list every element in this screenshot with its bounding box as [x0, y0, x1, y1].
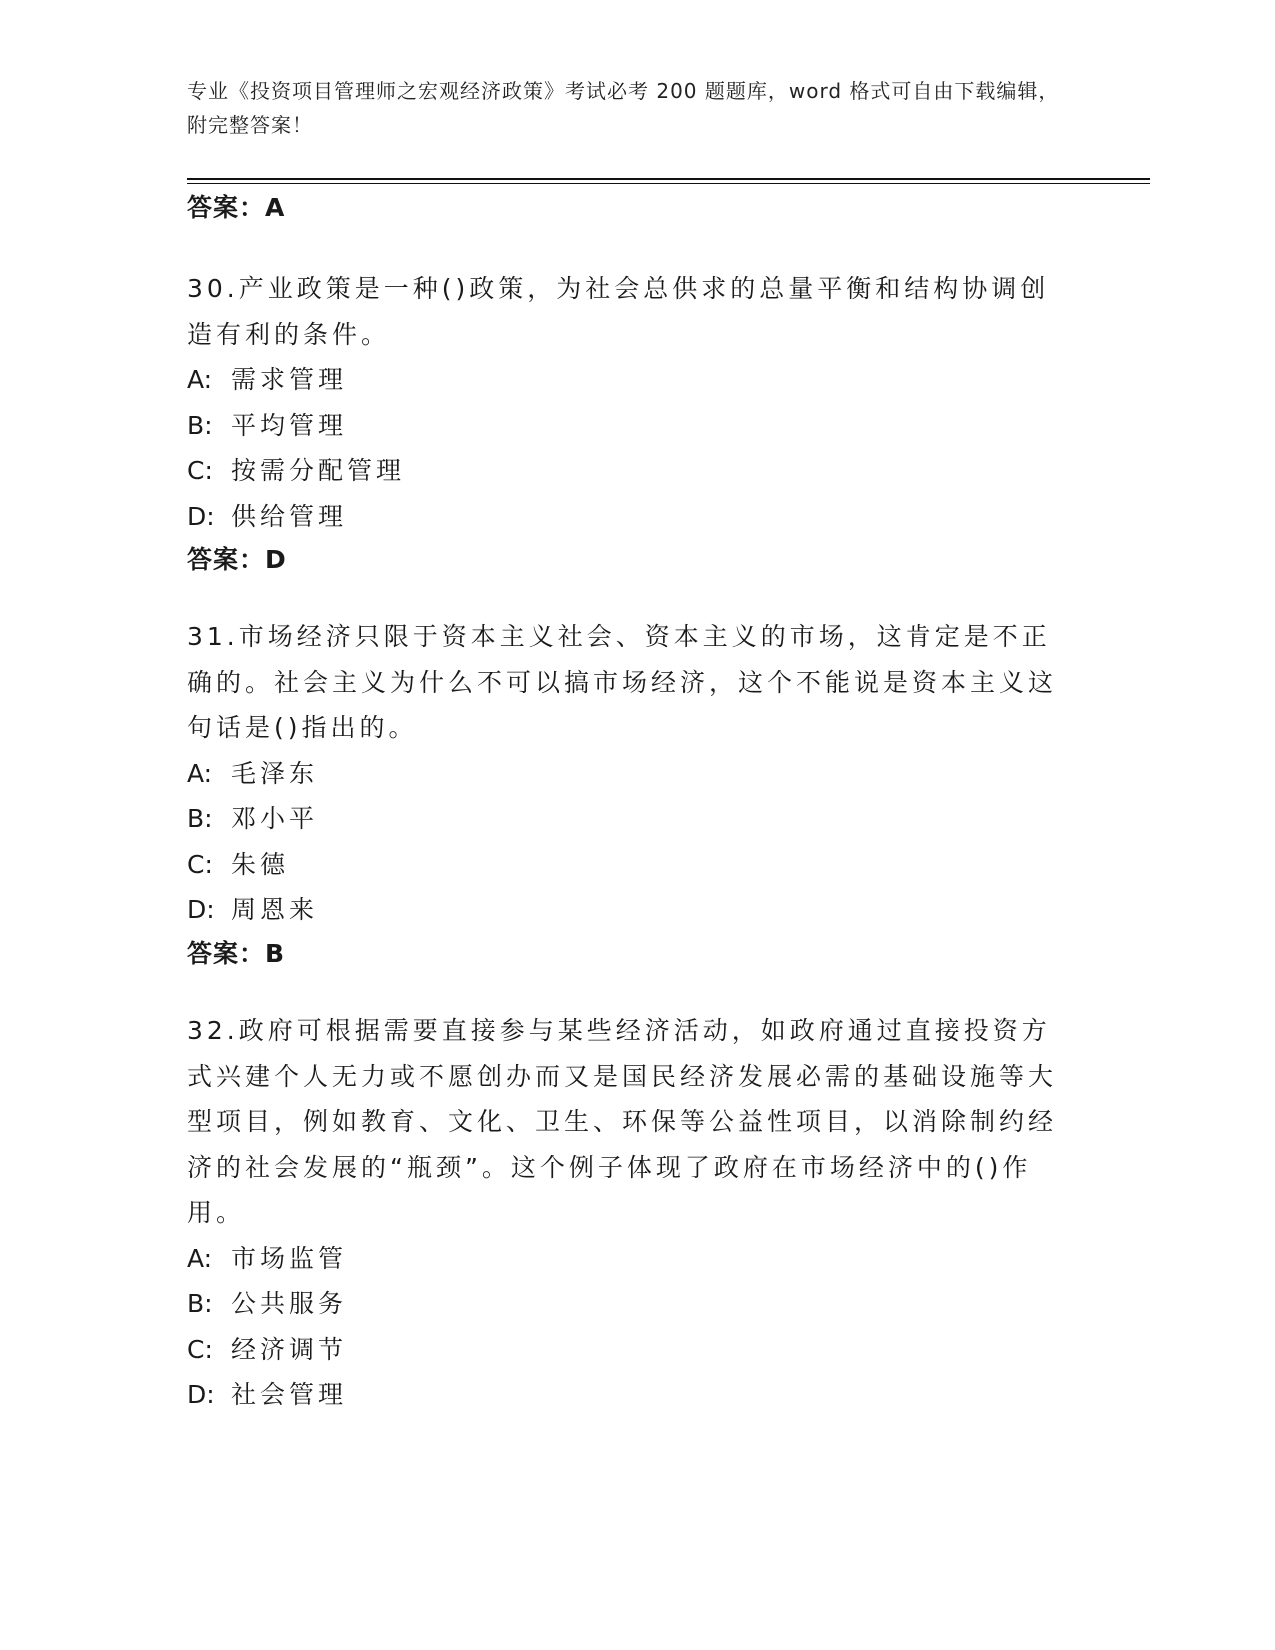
question-32	[187, 1008, 1067, 1418]
option-c: C: 经济调节	[187, 1334, 348, 1364]
answer-label: 答案：	[187, 193, 266, 222]
option-a: A: 毛泽东	[187, 758, 319, 788]
answer-label: 答案：	[187, 938, 266, 968]
option-d: D: 周恩来	[187, 895, 319, 924]
option-b: B: 平均管理	[187, 410, 348, 440]
header-divider-thin	[187, 183, 1150, 184]
option-d: D: 供给管理	[187, 501, 348, 531]
answer-value: D	[265, 545, 287, 574]
question-stem: 32.政府可根据需要直接参与某些经济活动，如政府通过直接投资方式兴建个人无力或不愿创办而又是国民经济发展必需的基础设施等大型项目，例如教育、文化、卫生、环保等公益性项目，以消除制约经济的社会发展的“瓶颈”。这个例子体现了政府在市场经济中的()作用。	[187, 1016, 1058, 1227]
answer-prev	[187, 193, 1067, 223]
option-b: B: 公共服务	[187, 1289, 348, 1318]
option-b: B: 邓小平	[187, 804, 319, 833]
answer-label: 答案：	[187, 545, 266, 574]
answer-value: A	[265, 193, 286, 222]
option-a: A: 需求管理	[187, 365, 348, 394]
answer-line	[187, 939, 1067, 969]
option-c: C: 按需分配管理	[187, 456, 406, 485]
question-stem: 30.产业政策是一种()政策，为社会总供求的总量平衡和结构协调创造有利的条件。	[187, 274, 1050, 349]
option-d: D: 社会管理	[187, 1380, 348, 1409]
document-intro: 专业《投资项目管理师之宏观经济政策》考试必考 200 题题库，word 格式可自由下载编辑，附完整答案！	[187, 79, 1060, 137]
question-30	[187, 266, 1067, 575]
option-a: A: 市场监管	[187, 1243, 348, 1273]
question-stem: 31.市场经济只限于资本主义社会、资本主义的市场，这肯定是不正确的。社会主义为什么不可以搞市场经济，这个不能说是资本主义这句话是()指出的。	[187, 622, 1058, 742]
header-divider	[187, 178, 1150, 180]
question-31	[187, 614, 1067, 969]
answer-line	[187, 545, 1067, 575]
option-c: C: 朱德	[187, 849, 290, 879]
answer-value: B	[265, 938, 286, 968]
